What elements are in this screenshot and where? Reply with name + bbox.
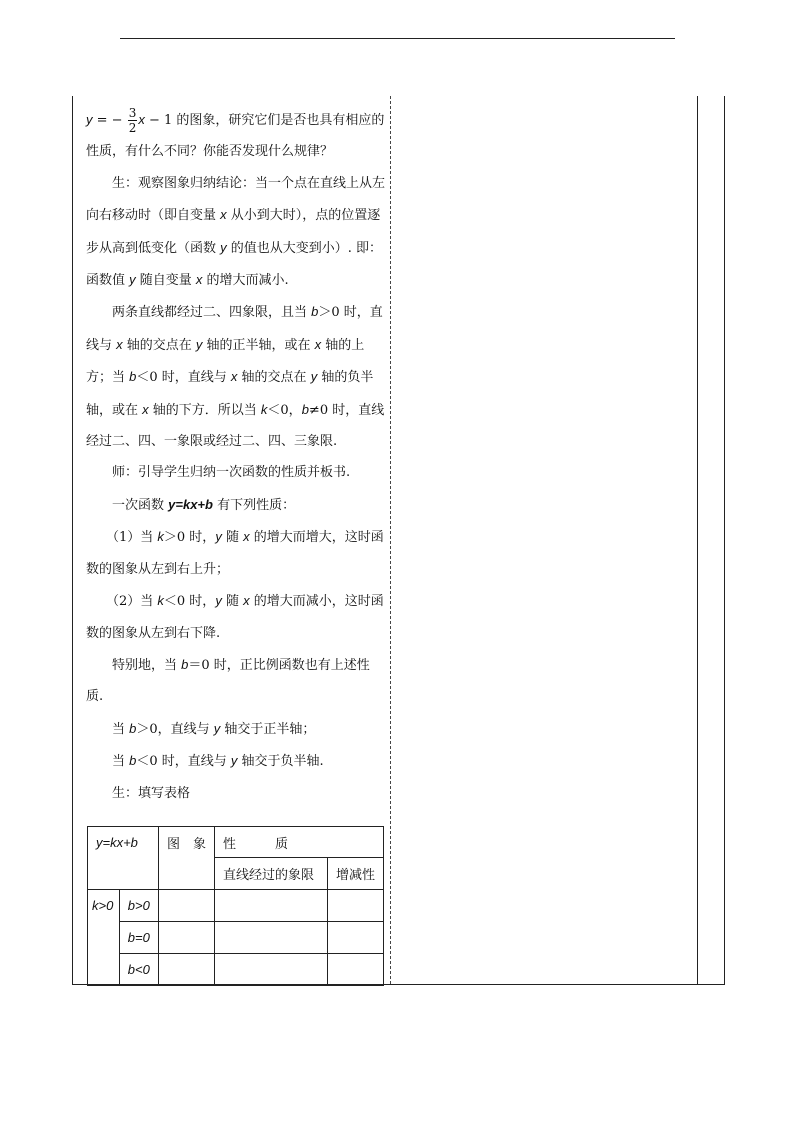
table-cell[interactable] <box>328 954 384 986</box>
paragraph-student-observation: 生：观察图象归纳结论：当一个点在直线上从左向右移动时（即自变量 x 从小到大时），点的位置逐步从高到低变化（函数 y 的值也从大变到小）. 即：函数值 y 随自变量 x 的增大而减小. <box>86 175 386 289</box>
paragraph-special-case: 特别地，当 b＝0 时，正比例函数也有上述性质. <box>86 656 370 705</box>
table-cell[interactable] <box>159 922 215 954</box>
table-row-label: b>0 <box>119 890 158 922</box>
paragraph-property-1: （1）当 k＞0 时，y 随 x 的增大而增大，这时函数的图象从左到右上升； <box>86 529 384 577</box>
paragraph-b-negative: 当 b＜0 时，直线与 y 轴交于负半轴. <box>112 753 324 770</box>
table-cell[interactable] <box>215 922 328 954</box>
table-cell[interactable] <box>328 890 384 922</box>
lesson-text <box>86 104 386 809</box>
table-row-label: b=0 <box>119 922 158 954</box>
paragraph-two-lines: 两条直线都经过二、四象限，且当 b＞0 时，直线与 x 轴的交点在 y 轴的正半轴，或在 x 轴的上方；当 b＜0 时，直线与 x 轴的交点在 y 轴的负半轴，或在 x 轴的下方．所以当 k＜0，b≠0 时，直线经过二、四、一象限或经过二、四、三象限. <box>86 304 385 450</box>
table-cell[interactable] <box>215 954 328 986</box>
table-cell[interactable] <box>159 954 215 986</box>
table-image-header: 图 象 <box>159 827 215 890</box>
paragraph-b-positive: 当 b＞0，直线与 y 轴交于正半轴； <box>112 720 316 737</box>
paragraph-intro: y = − $\frac{3}{2}$ x − 1 的图象，研究它们是否也具有相应的性质，有什么不同？你能否发现什么规律？ <box>86 106 385 160</box>
table-monotonic-header: 增减性 <box>328 858 384 890</box>
table-formula-cell: y=kx+b <box>88 827 159 890</box>
paragraph-property-2: （2）当 k＜0 时，y 随 x 的增大而减小，这时函数的图象从左到右下降. <box>86 593 384 641</box>
paragraph-properties-intro: 一次函数 y=kx+b 有下列性质： <box>112 496 296 513</box>
table-k-cell: k>0 <box>88 890 120 986</box>
table-cell[interactable] <box>159 890 215 922</box>
column-divider-dashed <box>390 96 391 984</box>
table-quadrant-header: 直线经过的象限 <box>215 858 328 890</box>
table-cell[interactable] <box>328 922 384 954</box>
paragraph-teacher: 师：引导学生归纳一次函数的性质并板书. <box>112 465 351 481</box>
paragraph-fill-table: 生：填写表格 <box>112 785 191 801</box>
table-property-header: 性 质 <box>215 827 384 858</box>
table-row-label: b<0 <box>119 954 158 986</box>
header-rule <box>120 38 675 39</box>
properties-table <box>87 826 384 986</box>
fraction: $\frac{3}{2}$ <box>128 106 137 135</box>
table-cell[interactable] <box>215 890 328 922</box>
column-divider-solid <box>697 96 698 984</box>
